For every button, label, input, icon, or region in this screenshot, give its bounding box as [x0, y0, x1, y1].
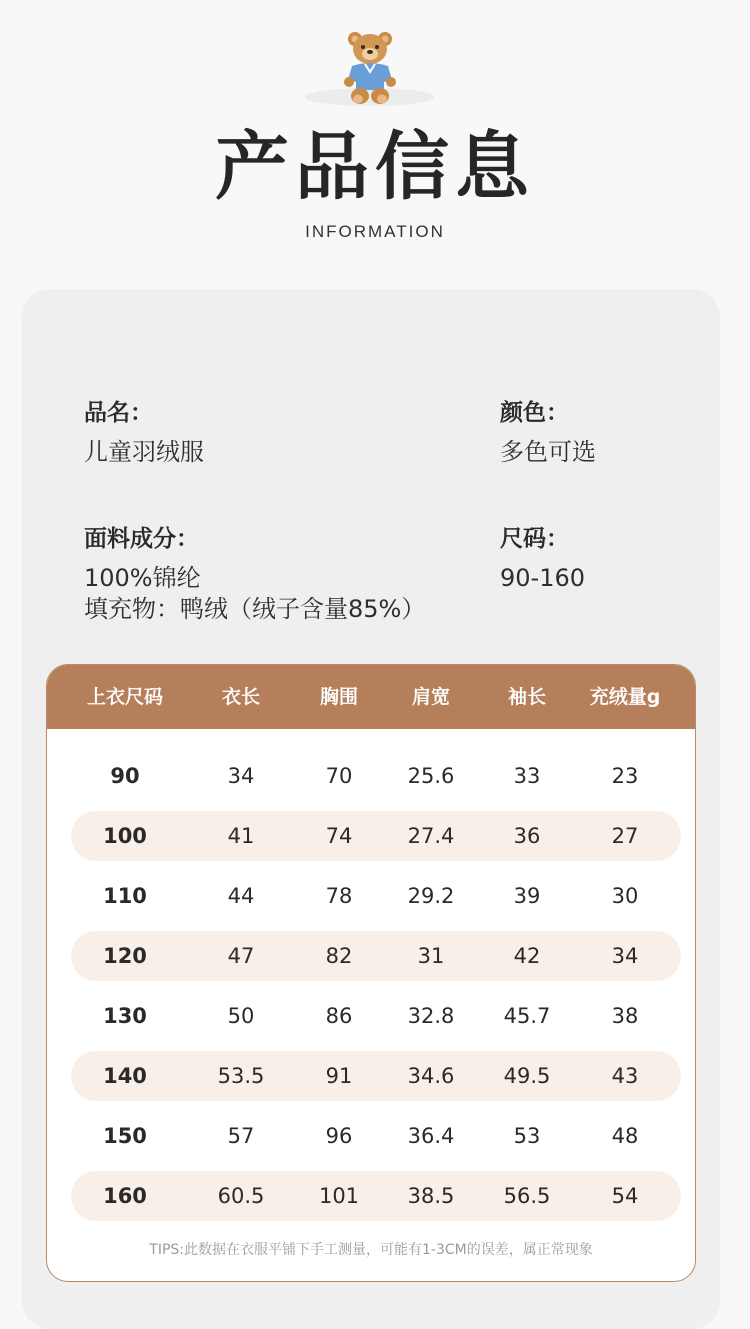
cell-size: 160 — [103, 1184, 147, 1208]
cell-length: 53.5 — [217, 1064, 265, 1088]
page-subtitle: INFORMATION — [305, 222, 445, 241]
table-header — [47, 665, 695, 729]
fabric-value: 100%锦纶 — [84, 564, 201, 592]
cell-sleeve: 36 — [513, 824, 541, 848]
cell-shoulder: 32.8 — [407, 1004, 455, 1028]
cell-sleeve: 42 — [513, 944, 541, 968]
cell-down-fill: 27 — [611, 824, 639, 848]
cell-shoulder: 34.6 — [407, 1064, 455, 1088]
cell-size: 140 — [103, 1064, 147, 1088]
cell-length: 41 — [227, 824, 255, 848]
cell-length: 34 — [227, 764, 255, 788]
cell-chest: 101 — [318, 1184, 360, 1208]
cell-chest: 91 — [325, 1064, 353, 1088]
header-chest: 胸围 — [319, 686, 359, 708]
table-row-stripe — [71, 931, 681, 981]
cell-chest: 74 — [325, 824, 353, 848]
cell-chest: 86 — [325, 1004, 353, 1028]
cell-shoulder: 38.5 — [407, 1184, 455, 1208]
table-row-stripe — [71, 811, 681, 861]
name-label: 品名： — [84, 400, 153, 426]
filling-value: 填充物：鸭绒（绒子含量85%） — [84, 595, 426, 623]
cell-length: 47 — [227, 944, 255, 968]
cell-size: 130 — [103, 1004, 147, 1028]
cell-down-fill: 48 — [611, 1124, 639, 1148]
table-row-stripe — [71, 1051, 681, 1101]
teddy-bear-icon — [338, 28, 402, 106]
cell-down-fill: 30 — [611, 884, 639, 908]
cell-sleeve: 39 — [513, 884, 541, 908]
cell-down-fill: 54 — [611, 1184, 639, 1208]
cell-length: 50 — [227, 1004, 255, 1028]
cell-shoulder: 36.4 — [407, 1124, 455, 1148]
header-down-fill: 充绒量g — [589, 686, 661, 708]
cell-down-fill: 23 — [611, 764, 639, 788]
cell-size: 150 — [103, 1124, 147, 1148]
cell-chest: 96 — [325, 1124, 353, 1148]
fabric-label: 面料成分： — [84, 526, 199, 552]
cell-chest: 70 — [325, 764, 353, 788]
size-label: 尺码： — [500, 526, 569, 552]
cell-size: 120 — [103, 944, 147, 968]
size-table — [46, 664, 696, 1282]
table-row-stripe — [71, 1171, 681, 1221]
cell-sleeve: 53 — [513, 1124, 541, 1148]
color-label: 颜色： — [500, 400, 569, 426]
page-title: 产品信息 — [215, 124, 535, 210]
cell-size: 110 — [103, 884, 147, 908]
cell-down-fill: 43 — [611, 1064, 639, 1088]
cell-size: 100 — [103, 824, 147, 848]
cell-chest: 82 — [325, 944, 353, 968]
cell-chest: 78 — [325, 884, 353, 908]
header-size: 上衣尺码 — [86, 686, 164, 708]
cell-length: 44 — [227, 884, 255, 908]
cell-sleeve: 45.7 — [503, 1004, 551, 1028]
cell-length: 57 — [227, 1124, 255, 1148]
cell-shoulder: 25.6 — [407, 764, 455, 788]
tips-text: TIPS:此数据在衣服平铺下手工测量，可能有1-3CM的误差，属正常现象 — [149, 1242, 593, 1258]
mascot-area — [0, 28, 750, 108]
cell-size: 90 — [110, 764, 140, 788]
color-value: 多色可选 — [500, 438, 596, 466]
size-value: 90-160 — [500, 564, 586, 592]
cell-sleeve: 49.5 — [503, 1064, 551, 1088]
cell-down-fill: 34 — [611, 944, 639, 968]
header-shoulder: 肩宽 — [411, 686, 451, 708]
cell-down-fill: 38 — [611, 1004, 639, 1028]
cell-shoulder: 29.2 — [407, 884, 455, 908]
cell-sleeve: 56.5 — [503, 1184, 551, 1208]
cell-sleeve: 33 — [513, 764, 541, 788]
header-length: 衣长 — [221, 686, 261, 708]
name-value: 儿童羽绒服 — [84, 438, 204, 466]
cell-shoulder: 27.4 — [407, 824, 455, 848]
cell-shoulder: 31 — [417, 944, 445, 968]
cell-length: 60.5 — [217, 1184, 265, 1208]
header-sleeve: 袖长 — [507, 686, 547, 708]
